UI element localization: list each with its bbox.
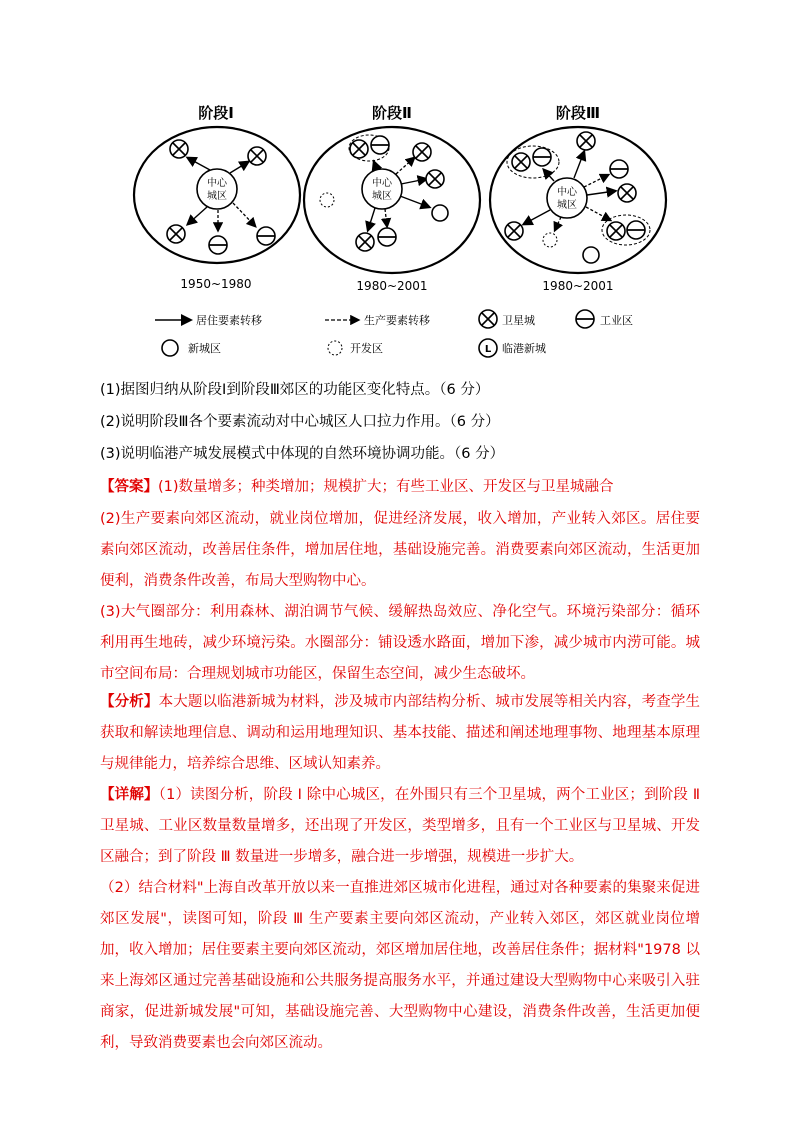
development-zone-icon bbox=[328, 341, 342, 355]
development-zone-icon bbox=[320, 193, 334, 207]
stage-2-panel bbox=[304, 127, 480, 273]
answer-p3: (3)大气圈部分：利用森林、湖泊调节气候、缓解热岛效应、净化空气。环境污染部分：循环利用再生地砖，减少环境污染。水圈部分：铺设透水路面，增加下渗，减少城市内涝可能。城市空间布局：合理规划城市功能区，保留生态空间，减少生态破坏。 bbox=[100, 604, 700, 682]
industrial-zone-icon bbox=[627, 221, 645, 239]
center-label: 城区 bbox=[207, 191, 227, 202]
satellite-town-icon bbox=[356, 233, 374, 251]
satellite-town-icon bbox=[512, 153, 530, 171]
stage-title-3: 阶段Ⅲ bbox=[555, 104, 601, 122]
satellite-town-icon bbox=[350, 140, 368, 158]
year-label-2: 1980~2001 bbox=[356, 279, 428, 293]
port-icon-letter: L bbox=[484, 344, 492, 355]
year-label-3: 1980~2001 bbox=[542, 279, 614, 293]
industrial-zone-icon bbox=[610, 160, 628, 178]
development-zone-icon bbox=[543, 233, 557, 247]
detail-p2: （2）结合材料"上海自改革开放以来一直推进郊区城市化进程，通过对各种要素的集聚来促进郊区发展"，读图可知，阶段 Ⅲ 生产要素主要向郊区流动，产业转入郊区，郊区就业岗位增加，收入增加；居住要素主要向郊区流动，郊区增加居住地，改善居住条件；据材料"1978 以来上海郊区通过完善基础设施和公共服务提高服务水平，并通过建设大型购物中心来吸引入驻商家，促进新城发展"可知，基础设施完善、大型购物中心建设，消费条件改善，生活更加便利，导致消费要素也会向郊区流动。 bbox=[100, 880, 700, 1051]
center-label: 城区 bbox=[372, 191, 392, 202]
satellite-town-icon bbox=[170, 140, 188, 158]
analysis-tag: 【分析】 bbox=[100, 694, 159, 710]
industrial-zone-icon bbox=[533, 148, 551, 166]
question-3: (3)说明临港产城发展模式中体现的自然环境协调功能。（6 分） bbox=[100, 446, 505, 462]
industrial-zone-icon bbox=[257, 227, 275, 245]
stage-title-2: 阶段Ⅱ bbox=[372, 104, 412, 122]
industrial-zone-icon bbox=[371, 136, 389, 154]
satellite-town-icon bbox=[505, 222, 523, 240]
legend-new-town-label: 新城区 bbox=[188, 342, 221, 355]
legend-production-label: 生产要素转移 bbox=[364, 314, 430, 327]
industrial-zone-icon bbox=[576, 310, 594, 328]
question-2: (2)说明阶段Ⅲ各个要素流动对中心城区人口拉力作用。（6 分） bbox=[100, 414, 500, 430]
new-town-icon bbox=[583, 247, 599, 263]
detail-p1 bbox=[100, 780, 700, 873]
analysis-block bbox=[100, 687, 700, 780]
new-town-icon bbox=[162, 340, 178, 356]
center-label: 城区 bbox=[557, 200, 577, 211]
legend-dev-zone-label: 开发区 bbox=[350, 342, 383, 355]
year-label-1: 1950~1980 bbox=[180, 277, 252, 291]
answer-p1-text: (1)数量增多；种类增加；规模扩大；有些工业区、开发区与卫星城融合 bbox=[158, 479, 614, 495]
satellite-town-icon bbox=[479, 310, 497, 328]
analysis-text: 本大题以临港新城为材料，涉及城市内部结构分析、城市发展等相关内容，考查学生获取和解读地理信息、调动和运用地理知识、基本技能、描述和阐述地理事物、地理基本原理与规律能力，培养综合思维、区域认知素养。 bbox=[100, 694, 701, 772]
answer-p1 bbox=[100, 472, 700, 503]
legend-residential-label: 居住要素转移 bbox=[196, 314, 262, 327]
detail-p1-text: （1）读图分析，阶段 Ⅰ 除中心城区，在外围只有三个卫星城，两个工业区；到阶段 Ⅱ 卫星城、工业区数量数量增多，还出现了开发区，类型增多，且有一个工业区与卫星城、开发区融合；到了阶段 Ⅲ 数量进一步增多，融合进一步增强，规模进一步扩大。 bbox=[100, 787, 701, 865]
satellite-town-icon bbox=[413, 143, 431, 161]
satellite-town-icon bbox=[426, 170, 444, 188]
urban-stage-diagram bbox=[130, 90, 670, 370]
question-1: (1)据图归纳从阶段Ⅰ到阶段Ⅲ郊区的功能区变化特点。（6 分） bbox=[100, 382, 490, 398]
satellite-town-icon bbox=[248, 147, 266, 165]
diagram-legend bbox=[155, 310, 633, 357]
stage-title-1: 阶段Ⅰ bbox=[198, 104, 234, 122]
stage-1-panel bbox=[134, 127, 300, 263]
center-label: 中心 bbox=[372, 178, 392, 189]
legend-satellite-label: 卫星城 bbox=[502, 314, 535, 327]
answer-tag: 【答案】 bbox=[100, 479, 158, 495]
satellite-town-icon bbox=[618, 184, 636, 202]
industrial-zone-icon bbox=[378, 228, 396, 246]
legend-industrial-label: 工业区 bbox=[600, 314, 633, 327]
detail-tag: 【详解】 bbox=[100, 787, 159, 803]
new-town-icon bbox=[432, 205, 448, 221]
satellite-town-icon bbox=[167, 225, 185, 243]
stage-3-panel bbox=[490, 127, 666, 273]
center-label: 中心 bbox=[557, 187, 577, 198]
satellite-town-icon bbox=[607, 222, 625, 240]
answer-p2: (2)生产要素向郊区流动，就业岗位增加，促进经济发展，收入增加，产业转入郊区。居住要素向郊区流动，改善居住条件，增加居住地，基础设施完善。消费要素向郊区流动，生活更加便利，消费条件改善，布局大型购物中心。 bbox=[100, 511, 700, 589]
industrial-zone-icon bbox=[209, 236, 227, 254]
satellite-town-icon bbox=[577, 132, 595, 150]
legend-port-city-label: 临港新城 bbox=[502, 342, 546, 355]
center-label: 中心 bbox=[207, 178, 227, 189]
